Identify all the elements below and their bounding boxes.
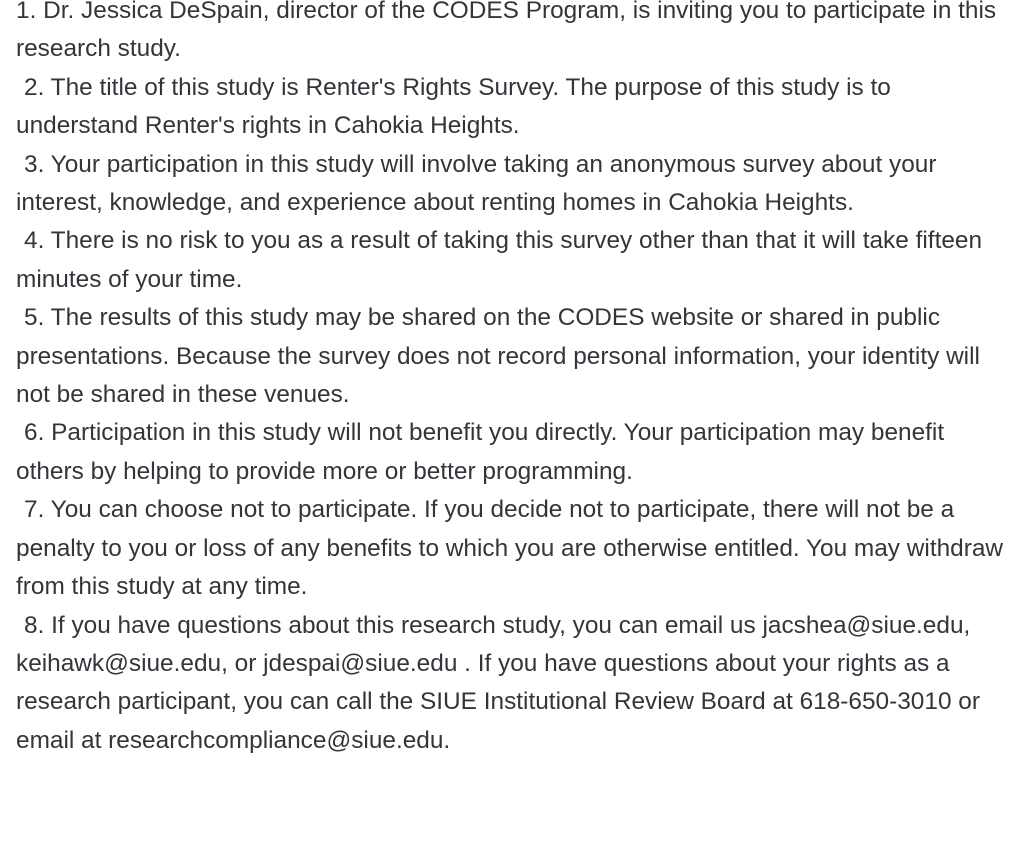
- consent-item-6: 6. Participation in this study will not benefit you directly. Your participation may benefit others by helping to provide more or better programming.: [16, 419, 945, 485]
- consent-item-4: 4. There is no risk to you as a result of taking this survey other than that it will take fifteen minutes of your time.: [16, 227, 983, 293]
- consent-item-7: 7. You can choose not to participate. If you decide not to participate, there will not be a penalty to you or loss of any benefits to which you are otherwise entitled. You may withdraw from this study at any time.: [16, 496, 1004, 601]
- consent-item-1: 1. Dr. Jessica DeSpain, director of the CODES Program, is inviting you to participate in this research study.: [16, 0, 997, 63]
- consent-item-5: 5. The results of this study may be shared on the CODES website or shared in public presentations. Because the survey does not record personal information, your identity will not be shared in these venues.: [16, 304, 980, 409]
- consent-item-8: 8. If you have questions about this research study, you can email us jacshea@siue.edu, keihawk@siue.edu, or jdespai@siue.edu . If you have questions about your rights as a research participant, you can call the SIUE Institutional Review Board at 618-650-3010 or email at researchcompliance@siue.edu.: [16, 611, 980, 754]
- consent-item-3: 3. Your participation in this study will involve taking an anonymous survey about your interest, knowledge, and experience about renting homes in Cahokia Heights.: [16, 150, 937, 217]
- consent-item-2: 2. The title of this study is Renter's Rights Survey. The purpose of this study is to understand Renter's rights in Cahokia Heights.: [16, 73, 891, 140]
- consent-text: [16, 0, 1014, 760]
